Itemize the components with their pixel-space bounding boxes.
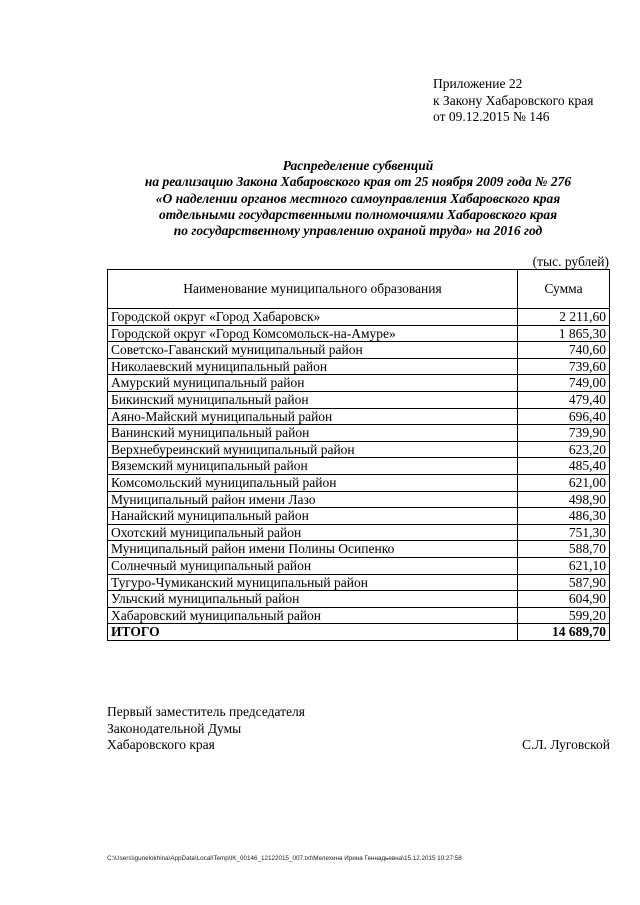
municipality-sum: 599,20	[518, 607, 610, 624]
signature-line-2: Законодательной Думы	[107, 720, 242, 736]
table-row	[108, 342, 610, 359]
table-row	[108, 309, 610, 326]
title-line-1: Распределение субвенций	[282, 158, 434, 173]
municipality-name: Ульчский муниципальный район	[108, 591, 518, 608]
municipality-name: Солнечный муниципальный район	[108, 557, 518, 574]
municipality-name: Ванинский муниципальный район	[108, 425, 518, 442]
municipality-name: Охотский муниципальный район	[108, 524, 518, 541]
municipality-name: Тугуро-Чумиканский муниципальный район	[108, 574, 518, 591]
appendix-line-2: к Закону Хабаровского края	[433, 92, 594, 108]
table-row	[108, 474, 610, 491]
municipality-name: Городской округ «Город Комсомольск-на-Амуре»	[108, 325, 518, 342]
signature-line-3: Хабаровского края	[107, 737, 215, 752]
municipality-name: Амурский муниципальный район	[108, 375, 518, 392]
municipality-name: Верхнебуреинский муниципальный район	[108, 441, 518, 458]
total-row	[108, 624, 610, 641]
table-row	[108, 391, 610, 408]
table-row	[108, 441, 610, 458]
subvention-table	[107, 269, 610, 641]
table-row	[108, 557, 610, 574]
municipality-sum: 604,90	[518, 591, 610, 608]
municipality-name: Нанайский муниципальный район	[108, 508, 518, 525]
table-row	[108, 607, 610, 624]
table-row	[108, 408, 610, 425]
title-line-5: по государственному управлению охраной труда» на 2016 год	[173, 223, 543, 239]
column-header-name: Наименование муниципального образования	[108, 270, 518, 309]
municipality-name: Аяно-Майский муниципальный район	[108, 408, 518, 425]
municipality-sum: 749,00	[518, 375, 610, 392]
appendix-line-1: Приложение 22	[433, 76, 523, 91]
table-row	[108, 524, 610, 541]
municipality-sum: 485,40	[518, 458, 610, 475]
table-row	[108, 491, 610, 508]
table-row	[108, 591, 610, 608]
municipality-sum: 739,60	[518, 358, 610, 375]
municipality-sum: 479,40	[518, 391, 610, 408]
municipality-name: Комсомольский муниципальный район	[108, 474, 518, 491]
municipality-sum: 2 211,60	[518, 309, 610, 326]
file-path-footer: C:\Users\igunelokhina\AppData\Local\Temp\IK_00146_12122015_007.txt\Мелехина Ирина Геннадьевна\15.12.2015 10:27:58	[107, 855, 462, 862]
table-row	[108, 375, 610, 392]
municipality-name: Муниципальный район имени Полины Осипенко	[108, 541, 518, 558]
title-line-4: отдельными государственными полномочиями Хабаровского края	[158, 206, 558, 222]
total-label: ИТОГО	[108, 624, 518, 641]
appendix-line-3: от 09.12.2015 № 146	[433, 109, 550, 124]
title-line-3: «О наделении органов местного самоуправления Хабаровского края	[155, 190, 561, 206]
total-sum: 14 689,70	[518, 624, 610, 641]
municipality-name: Хабаровский муниципальный район	[108, 607, 518, 624]
signer-name: С.Л. Луговской	[522, 737, 610, 752]
municipality-sum: 696,40	[518, 408, 610, 425]
table-row	[108, 325, 610, 342]
municipality-sum: 740,60	[518, 342, 610, 359]
table-header-row	[108, 270, 610, 309]
table-row	[108, 358, 610, 375]
municipality-sum: 588,70	[518, 541, 610, 558]
municipality-name: Бикинский муниципальный район	[108, 391, 518, 408]
municipality-sum: 486,30	[518, 508, 610, 525]
title-line-2: на реализацию Закона Хабаровского края от 25 ноября 2009 года № 276	[144, 174, 572, 190]
table-body	[108, 309, 610, 641]
table-row	[108, 508, 610, 525]
table-row	[108, 425, 610, 442]
municipality-name: Советско-Гаванский муниципальный район	[108, 342, 518, 359]
municipality-sum: 623,20	[518, 441, 610, 458]
municipality-name: Николаевский муниципальный район	[108, 358, 518, 375]
appendix-header	[433, 76, 594, 126]
table-row	[108, 458, 610, 475]
table-row	[108, 574, 610, 591]
municipality-sum: 751,30	[518, 524, 610, 541]
column-header-sum: Сумма	[518, 270, 610, 309]
municipality-name: Городской округ «Город Хабаровск»	[108, 309, 518, 326]
municipality-sum: 621,00	[518, 474, 610, 491]
municipality-sum: 621,10	[518, 557, 610, 574]
signature-line-1: Первый заместитель председателя	[107, 704, 305, 719]
units-label: (тыс. рублей)	[532, 254, 609, 269]
municipality-sum: 587,90	[518, 574, 610, 591]
document-title	[100, 158, 616, 239]
municipality-sum: 1 865,30	[518, 325, 610, 342]
municipality-name: Вяземский муниципальный район	[108, 458, 518, 475]
table-row	[108, 541, 610, 558]
signature-block	[107, 704, 305, 754]
municipality-sum: 498,90	[518, 491, 610, 508]
municipality-name: Муниципальный район имени Лазо	[108, 491, 518, 508]
municipality-sum: 739,90	[518, 425, 610, 442]
